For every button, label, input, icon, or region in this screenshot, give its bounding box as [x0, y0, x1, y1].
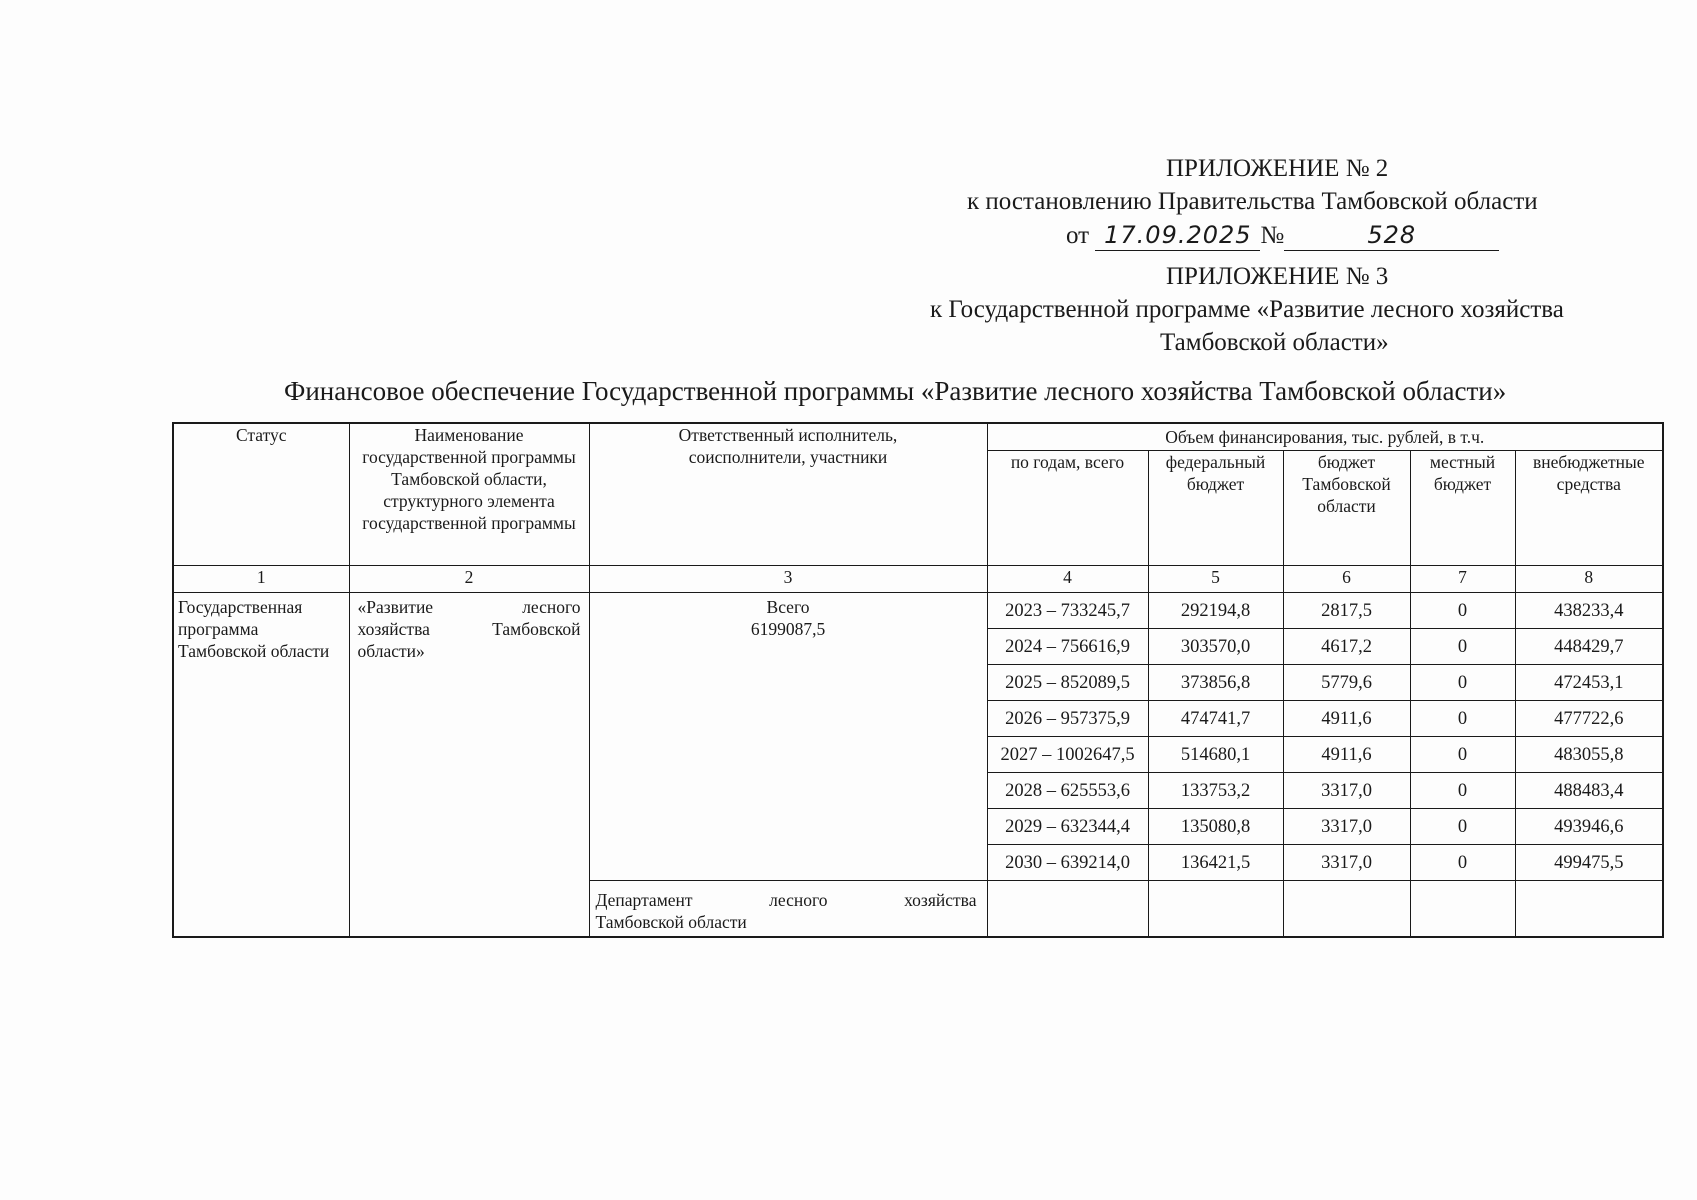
extrabudgetary-value: 438233,4	[1515, 593, 1663, 629]
year-total: 2029 – 632344,4	[987, 809, 1148, 845]
federal-budget-value: 135080,8	[1148, 809, 1283, 845]
local-budget-value: 0	[1410, 629, 1515, 665]
federal-budget-value: 133753,2	[1148, 773, 1283, 809]
column-number: 8	[1515, 566, 1663, 593]
program-name-word: «Развитие	[357, 597, 434, 617]
header-executor: Ответственный исполнитель, соисполнители, участники	[589, 423, 987, 566]
table-row	[173, 593, 1663, 629]
year-total: 2025 – 852089,5	[987, 665, 1148, 701]
header-row	[173, 423, 1663, 451]
year-total: 2026 – 957375,9	[987, 701, 1148, 737]
program-name-cell	[349, 593, 589, 937]
date-prefix: от	[1066, 222, 1090, 249]
federal-budget-value: 514680,1	[1148, 737, 1283, 773]
regional-budget-value: 4911,6	[1283, 701, 1410, 737]
department-cell	[589, 881, 987, 937]
appendix2-date-line	[1066, 220, 1499, 251]
header-extrabudgetary: внебюджетные средства	[1515, 451, 1663, 566]
header-financing-volume: Объем финансирования, тыс. рублей, в т.ч.	[987, 423, 1663, 451]
extrabudgetary-value: 448429,7	[1515, 629, 1663, 665]
local-budget-value: 0	[1410, 665, 1515, 701]
handwritten-number: 528	[1284, 220, 1499, 251]
regional-budget-value: 5779,6	[1283, 665, 1410, 701]
extrabudgetary-value: 472453,1	[1515, 665, 1663, 701]
header-status: Статус	[173, 423, 349, 566]
status-cell: Государственная программа Тамбовской области	[173, 593, 349, 937]
header-regional-budget: бюджет Тамбовской области	[1283, 451, 1410, 566]
handwritten-date: 17.09.2025	[1095, 220, 1260, 251]
regional-budget-value: 2817,5	[1283, 593, 1410, 629]
local-budget-value: 0	[1410, 773, 1515, 809]
column-number: 1	[173, 566, 349, 593]
year-total: 2028 – 625553,6	[987, 773, 1148, 809]
regional-budget-value: 3317,0	[1283, 845, 1410, 881]
extrabudgetary-value: 483055,8	[1515, 737, 1663, 773]
header-local-budget: местный бюджет	[1410, 451, 1515, 566]
local-budget-value: 0	[1410, 701, 1515, 737]
column-number: 4	[987, 566, 1148, 593]
local-budget-value: 0	[1410, 737, 1515, 773]
year-total: 2023 – 733245,7	[987, 593, 1148, 629]
executor-total-cell	[589, 593, 987, 881]
empty-cell	[1148, 881, 1283, 937]
extrabudgetary-value: 493946,6	[1515, 809, 1663, 845]
column-number: 2	[349, 566, 589, 593]
local-budget-value: 0	[1410, 593, 1515, 629]
appendix3-line1: к Государственной программе «Развитие лесного хозяйства	[930, 296, 1564, 323]
department-word: хозяйства	[904, 890, 977, 910]
number-prefix: №	[1260, 222, 1285, 249]
program-name-word: области»	[357, 641, 425, 661]
year-total: 2027 – 1002647,5	[987, 737, 1148, 773]
appendix2-title: ПРИЛОЖЕНИЕ № 2	[1166, 155, 1389, 182]
department-word: лесного	[769, 890, 828, 910]
federal-budget-value: 373856,8	[1148, 665, 1283, 701]
regional-budget-value: 3317,0	[1283, 773, 1410, 809]
federal-budget-value: 474741,7	[1148, 701, 1283, 737]
appendix3-title: ПРИЛОЖЕНИЕ № 3	[1166, 263, 1389, 290]
regional-budget-value: 3317,0	[1283, 809, 1410, 845]
empty-cell	[1283, 881, 1410, 937]
program-name-word: Тамбовской	[492, 619, 581, 639]
local-budget-value: 0	[1410, 845, 1515, 881]
program-name-word: лесного	[522, 597, 581, 617]
header-federal-budget: федеральный бюджет	[1148, 451, 1283, 566]
total-value: 6199087,5	[750, 619, 826, 639]
column-number: 7	[1410, 566, 1515, 593]
column-number: 6	[1283, 566, 1410, 593]
column-number-row	[173, 566, 1663, 593]
year-total: 2024 – 756616,9	[987, 629, 1148, 665]
column-number: 3	[589, 566, 987, 593]
extrabudgetary-value: 499475,5	[1515, 845, 1663, 881]
federal-budget-value: 303570,0	[1148, 629, 1283, 665]
financing-table	[172, 422, 1664, 938]
regional-budget-value: 4911,6	[1283, 737, 1410, 773]
column-number: 5	[1148, 566, 1283, 593]
regional-budget-value: 4617,2	[1283, 629, 1410, 665]
year-total: 2030 – 639214,0	[987, 845, 1148, 881]
federal-budget-value: 292194,8	[1148, 593, 1283, 629]
header-program-name: Наименование государственной программы Тамбовской области, структурного элемента государственной программы	[349, 423, 589, 566]
document-title: Финансовое обеспечение Государственной программы «Развитие лесного хозяйства Тамбовской области»	[284, 376, 1507, 406]
extrabudgetary-value: 477722,6	[1515, 701, 1663, 737]
department-word: Тамбовской области	[595, 912, 747, 932]
appendix3-line2: Тамбовской области»	[1160, 329, 1389, 356]
empty-cell	[987, 881, 1148, 937]
appendix2-decree-line: к постановлению Правительства Тамбовской области	[967, 188, 1538, 215]
header-by-years: по годам, всего	[987, 451, 1148, 566]
empty-cell	[1410, 881, 1515, 937]
local-budget-value: 0	[1410, 809, 1515, 845]
federal-budget-value: 136421,5	[1148, 845, 1283, 881]
program-name-word: хозяйства	[357, 619, 430, 639]
extrabudgetary-value: 488483,4	[1515, 773, 1663, 809]
empty-cell	[1515, 881, 1663, 937]
total-label: Всего	[766, 597, 810, 617]
department-word: Департамент	[595, 890, 693, 910]
